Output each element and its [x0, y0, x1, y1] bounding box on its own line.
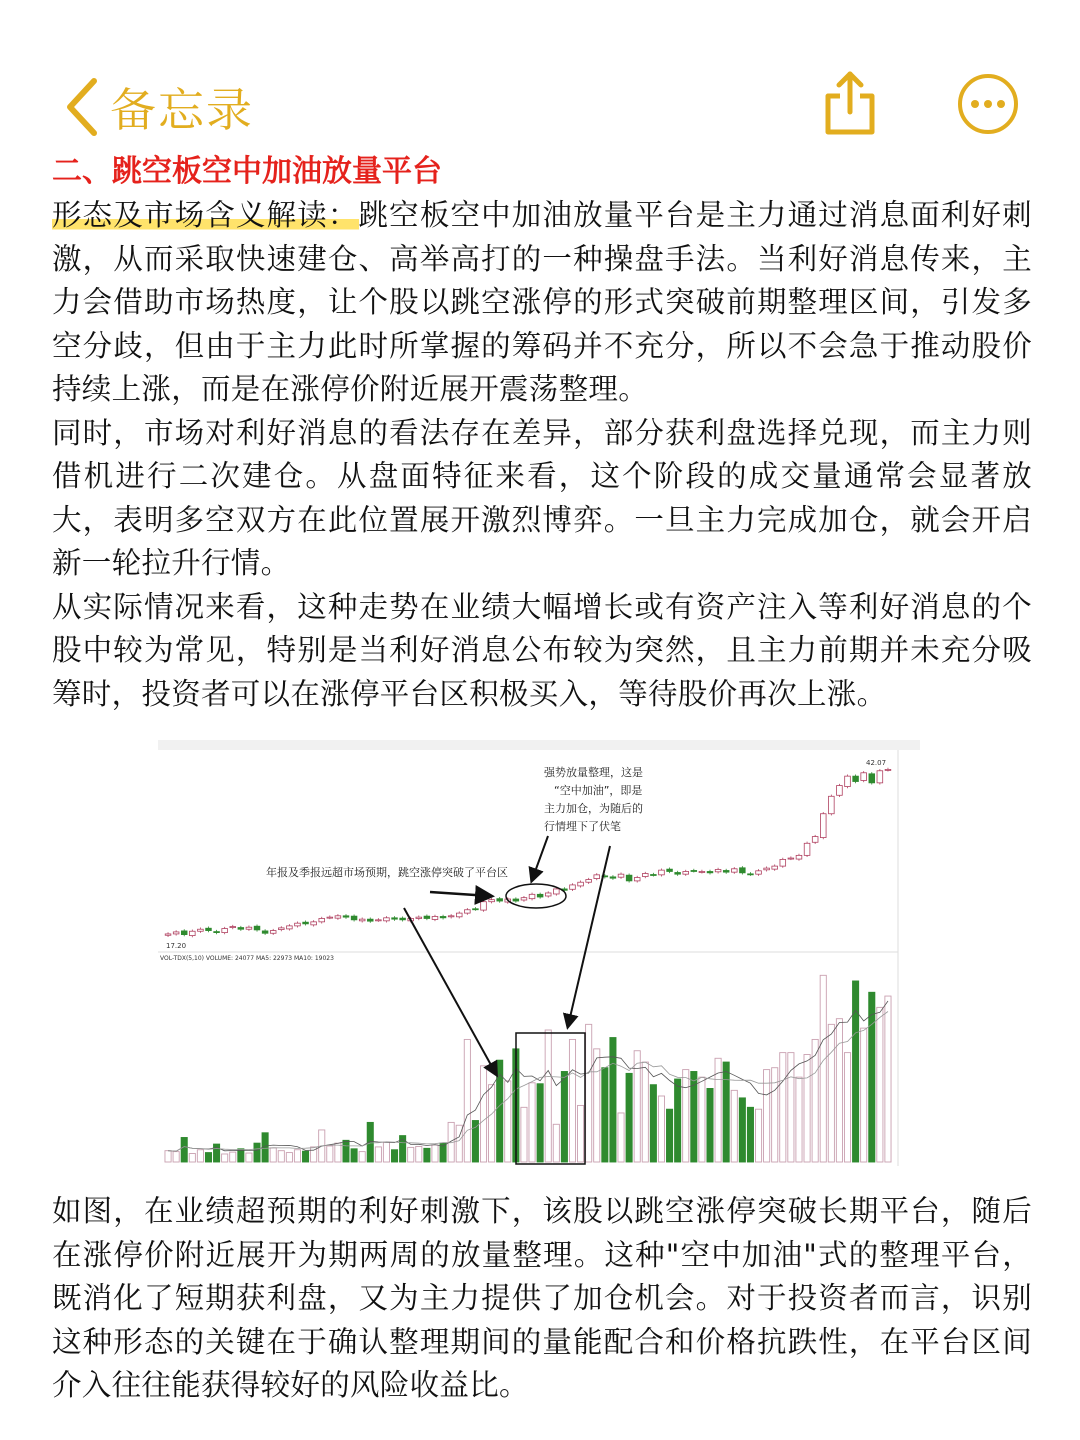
candle-body [287, 926, 293, 929]
volume-bar [335, 1143, 341, 1162]
candle-body [359, 919, 365, 921]
candle-body [416, 917, 422, 918]
paragraph-1 [52, 194, 1032, 412]
volume-bar [578, 1105, 584, 1162]
candle-body [456, 913, 462, 917]
volume-bar [699, 1077, 705, 1162]
candle-body [723, 870, 729, 872]
candle-body [553, 889, 559, 894]
share-button[interactable] [822, 70, 878, 136]
volume-bar [707, 1088, 713, 1162]
candle-body [820, 814, 826, 838]
candle-body [222, 929, 228, 933]
analysis-section [52, 1190, 1032, 1408]
candle-body [376, 920, 382, 921]
volume-bar [610, 1038, 616, 1162]
volume-bar [222, 1154, 228, 1162]
candle-body [343, 916, 349, 917]
candle-body [626, 875, 632, 881]
chevron-left-icon [62, 75, 102, 139]
candle-body [335, 916, 341, 918]
volume-bar [497, 1060, 503, 1162]
volume-bar [650, 1085, 656, 1162]
refuel-annotation-1: 强势放量整理，这是 [544, 766, 643, 779]
volume-bar [416, 1146, 422, 1162]
volume-bar [836, 1019, 842, 1162]
volume-bar [804, 1055, 810, 1162]
highlighted-label: 形态及市场含义解读： [52, 198, 359, 232]
candle-body [311, 922, 317, 925]
candle-body [570, 885, 576, 889]
candle-body [731, 869, 737, 872]
volume-bar [254, 1143, 260, 1162]
candle-body [319, 918, 325, 921]
volume-bar [755, 1109, 761, 1162]
candle-body [651, 875, 657, 876]
paragraph-3: 从实际情况来看，这种走势在业绩大幅增长或有资产注入等利好消息的个股中较为常见，特别是当利好消息公布较为突然，且主力前期并未充分吸筹时，投资者可以在涨停平台区积极买入，等待股价再次上涨。 [52, 589, 1032, 711]
volume-bar [351, 1149, 357, 1162]
volume-bar [594, 1049, 600, 1162]
volume-bar [197, 1150, 203, 1162]
candle-body [578, 882, 584, 886]
volume-bar [675, 1079, 681, 1162]
volume-bar [359, 1152, 365, 1162]
volume-bar [505, 1081, 511, 1162]
candle-body [278, 928, 284, 930]
volume-bar [464, 1039, 470, 1162]
candle-body [691, 870, 697, 871]
volume-bar [731, 1090, 737, 1162]
stock-chart-image [158, 738, 920, 1166]
candle-body [796, 855, 802, 859]
candle-body [473, 909, 479, 910]
candle-body [448, 916, 454, 917]
candle-body [780, 859, 786, 866]
volume-bar [853, 981, 859, 1162]
volume-header: VOL-TDX(5,10) VOLUME: 24077 MA5: 22973 MA10: 19023 [160, 955, 334, 962]
volume-bar [278, 1151, 284, 1162]
candle-body [634, 878, 640, 881]
volume-bar [658, 1096, 664, 1162]
refuel-annotation-4: 行情埋下了伏笔 [544, 820, 621, 833]
candle-body [756, 871, 762, 874]
candle-body [238, 928, 244, 930]
volume-bar [472, 1121, 478, 1162]
candle-body [262, 931, 268, 933]
back-label: 备忘录 [110, 83, 254, 137]
candle-body [465, 910, 471, 913]
more-icon [956, 72, 1020, 136]
candle-body [246, 927, 252, 929]
refuel-annotation-3: 主力加仓，为随后的 [544, 802, 643, 815]
volume-bar [529, 1083, 535, 1162]
candle-body [772, 866, 778, 869]
volume-bar [480, 1066, 486, 1162]
volume-bar [521, 1107, 527, 1162]
volume-bar [561, 1071, 567, 1162]
paragraph-2: 同时，市场对利好消息的看法存在差异，部分获利盘选择兑现，而主力则借机进行二次建仓。从盘面特征来看，这个阶段的成交量通常会显著放大，表明多空双方在此位置展开激烈博弈。一旦主力完成加仓，就会开启新一轮拉升行情。 [52, 415, 1032, 580]
candle-body [812, 837, 818, 843]
candle-body [545, 893, 551, 896]
chart-toolbar [158, 740, 920, 750]
candle-body [400, 918, 406, 920]
candle-body [837, 786, 843, 796]
candle-body [384, 918, 390, 921]
candle-body [432, 916, 438, 919]
candle-body [181, 931, 187, 935]
volume-bar [642, 1062, 648, 1162]
volume-bar [181, 1137, 187, 1162]
volume-bar [246, 1153, 252, 1162]
volume-bar [173, 1152, 179, 1162]
price-low-label: 17.20 [166, 942, 187, 950]
volume-bar [780, 1053, 786, 1162]
candle-body [270, 931, 276, 934]
volume-bar [820, 975, 826, 1162]
candle-body [537, 894, 543, 897]
candle-body [529, 894, 535, 898]
volume-bar [391, 1150, 397, 1162]
candle-body [303, 922, 309, 924]
volume-bar [869, 992, 875, 1162]
volume-bar [828, 1024, 834, 1162]
volume-bar [569, 1039, 575, 1162]
volume-bar [747, 1107, 753, 1162]
volume-bar [537, 1084, 543, 1162]
volume-bar [214, 1144, 220, 1162]
candle-body [206, 928, 212, 930]
volume-bar [489, 1085, 495, 1162]
volume-bar [683, 1070, 689, 1162]
volume-bar [553, 1124, 559, 1162]
candle-body [829, 796, 835, 813]
volume-bar [626, 1073, 632, 1162]
candle-body [788, 858, 794, 859]
candle-body [740, 868, 746, 873]
volume-bar [375, 1147, 381, 1162]
candle-body [675, 872, 681, 874]
candle-body [165, 934, 171, 935]
candle-body [214, 932, 220, 933]
paragraph-1-text: 跳空板空中加油放量平台是主力通过消息面利好刺激，从而采取快速建仓、高举高打的一种操盘手法。当利好消息传来，主力会借助市场热度，让个股以跳空涨停的形式突破前期整理区间，引发多空分歧，但由于主力此时所掌握的筹码并不充分，所以不会急于推动股价持续上涨，而是在涨停价附近展开震荡整理。 [52, 198, 1032, 406]
candle-body [877, 771, 883, 783]
volume-bar [302, 1151, 308, 1162]
volume-bar [586, 1024, 592, 1162]
candle-body [715, 869, 721, 871]
volume-bar [286, 1153, 292, 1162]
price-high-label: 42.07 [866, 759, 887, 767]
more-button[interactable] [956, 72, 1020, 136]
volume-bar [634, 1051, 640, 1162]
candle-body [683, 871, 689, 874]
candle-body [367, 919, 373, 921]
volume-bar [383, 1142, 389, 1162]
candle-body [230, 927, 236, 928]
volume-bar [327, 1146, 333, 1162]
candle-body [659, 870, 665, 875]
candle-body [586, 880, 592, 883]
candle-body [254, 926, 260, 930]
candle-body [618, 874, 624, 877]
candle-body [707, 871, 713, 872]
volume-bar [739, 1098, 745, 1162]
volume-bar [885, 996, 891, 1162]
candle-body [610, 877, 616, 878]
candle-body [351, 916, 357, 920]
candle-body [853, 776, 859, 781]
volume-bar [796, 1077, 802, 1162]
candle-body [295, 923, 301, 926]
volume-bar [812, 1039, 818, 1162]
volume-bar [408, 1147, 414, 1162]
candle-body [861, 773, 867, 781]
volume-bar [189, 1154, 195, 1162]
candle-body [594, 875, 600, 879]
volume-bar [861, 1028, 867, 1162]
section-heading: 二、跳空板空中加油放量平台 [52, 154, 442, 189]
candle-body [173, 932, 179, 934]
candle-body [521, 898, 527, 900]
volume-bar [666, 1109, 672, 1162]
candle-body [845, 776, 851, 786]
candle-body [513, 899, 519, 901]
volume-bar [238, 1149, 244, 1162]
candle-body [642, 874, 648, 877]
volume-bar [618, 1113, 624, 1162]
volume-bar [230, 1152, 236, 1162]
candle-body [885, 769, 891, 770]
refuel-annotation-2: “空中加油”，即是 [554, 784, 643, 797]
candle-body [198, 929, 204, 931]
volume-bar [205, 1153, 211, 1162]
candle-body [764, 868, 770, 870]
breakout-annotation: 年报及季报远超市场预期，跳空涨停突破了平台区 [266, 866, 508, 879]
back-button[interactable] [62, 72, 262, 142]
candle-body [804, 843, 810, 855]
note-content [52, 150, 1032, 716]
volume-bar [545, 1030, 551, 1162]
share-icon [822, 70, 878, 136]
volume-bar [877, 1007, 883, 1162]
candle-body [424, 916, 430, 918]
candle-body [440, 916, 446, 917]
volume-bar [723, 1062, 729, 1162]
candle-body [489, 900, 495, 902]
candle-body [667, 869, 673, 871]
volume-bar [424, 1148, 430, 1162]
volume-bar [432, 1145, 438, 1162]
volume-bar [270, 1148, 276, 1162]
candle-body [497, 899, 503, 901]
candle-body [327, 917, 333, 918]
candlestick-chart [158, 738, 920, 1166]
paragraph-4: 如图，在业绩超预期的利好刺激下，该股以跳空涨停突破长期平台，随后在涨停价附近展开为期两周的放量整理。这种"空中加油"式的整理平台，既消化了短期获利盘，又为主力提供了加仓机会。对于投资者而言，识别这种形态的关键在于确认整理期间的量能配合和价格抗跌性，在平台区间介入往往能获得较好的风险收益比。 [52, 1194, 1032, 1402]
candle-body [869, 774, 875, 783]
candle-body [699, 871, 705, 872]
volume-bar [844, 1053, 850, 1162]
candle-body [748, 874, 754, 875]
volume-bar [343, 1140, 349, 1162]
volume-bar [165, 1151, 171, 1162]
navigation-bar [0, 0, 1080, 150]
candle-body [481, 902, 487, 910]
volume-bar [602, 1068, 608, 1162]
candle-body [189, 931, 195, 935]
candle-body [392, 918, 398, 919]
volume-bar [294, 1150, 300, 1162]
